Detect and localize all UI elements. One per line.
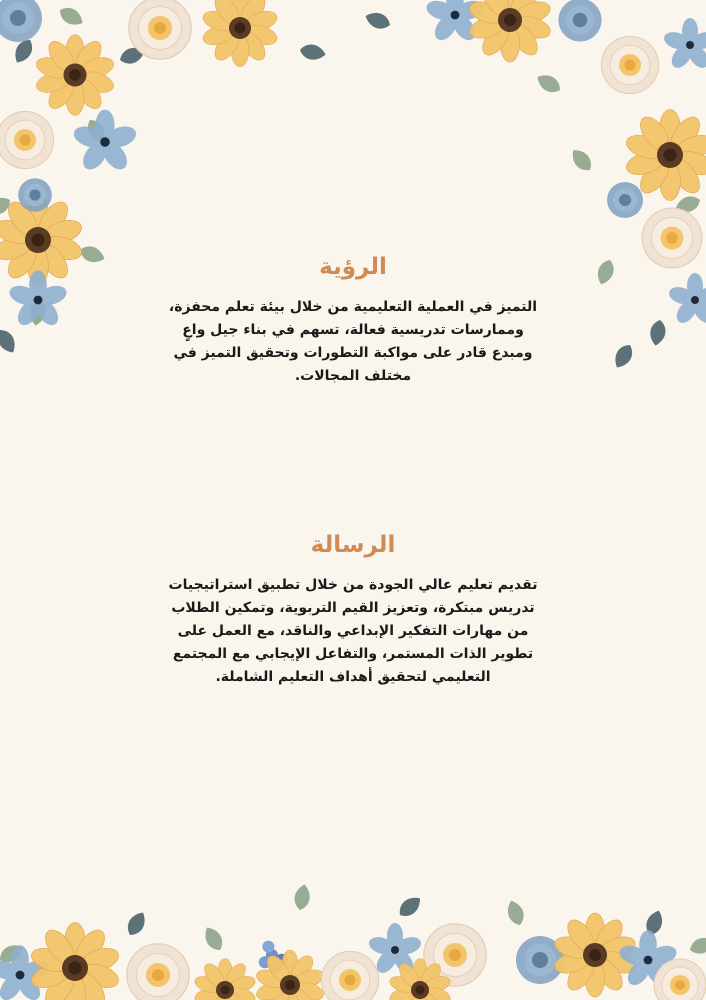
mission-text: تقديم تعليم عالي الجودة من خلال تطبيق استراتيجيات تدريس مبتكرة، وتعزيز القيم التربوية، وتمكين الطلاب من مهارات التفكير الإبداعي والناقد، مع العمل على تطوير الذات المستمر، والتفاعل الإيجابي مع المجتمع التعليمي لتحقيق أهداف التعليم الشاملة.: [168, 577, 538, 685]
bottom-flowers: [0, 883, 706, 1000]
mission-heading: الرسالة: [310, 532, 396, 558]
mission-section: [0, 532, 706, 689]
vision-text: التميز في العملية التعليمية من خلال بيئة تعلم محفزة، وممارسات تدريسية فعالة، تسهم في بناء جيل واعٍ ومبدع قادر على مواكبة التطورات وتحقيق التميز في مختلف المجالات.: [168, 299, 538, 384]
vision-section: [0, 254, 706, 388]
vision-heading: الرؤية: [319, 254, 387, 280]
